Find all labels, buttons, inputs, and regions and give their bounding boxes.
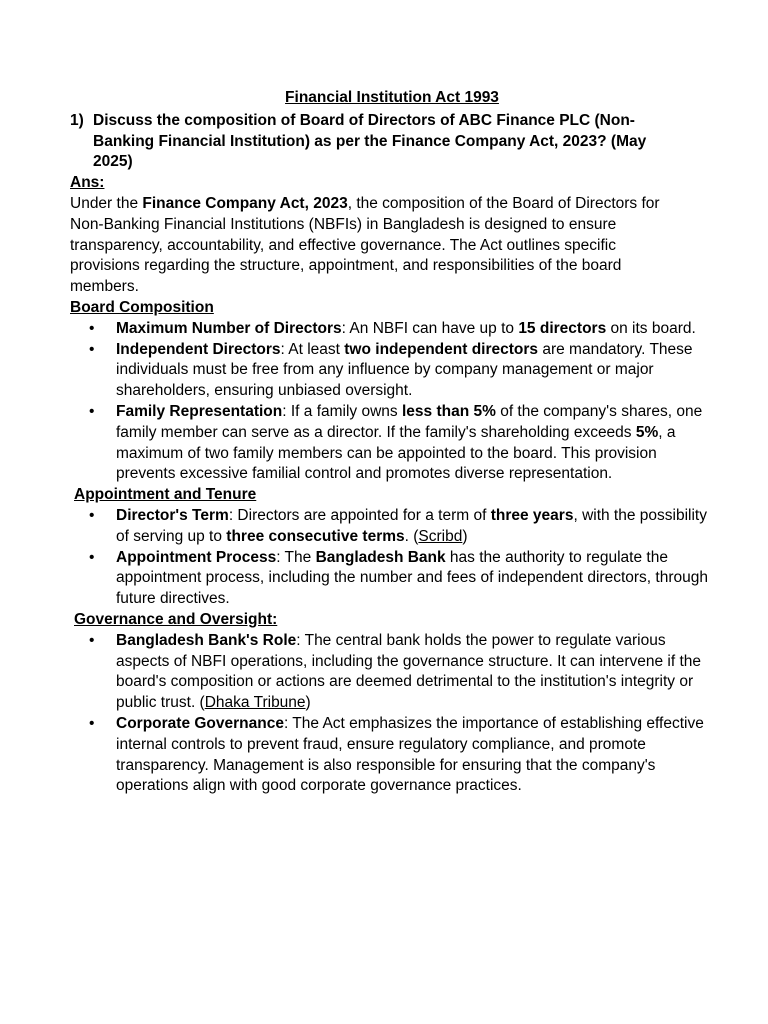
item-bold: two independent directors [344,340,539,358]
item-term: Independent Directors [116,340,281,358]
item-text: : At least [280,340,345,358]
dhaka-tribune-link[interactable]: Dhaka Tribune [204,694,306,712]
list-item [70,631,710,714]
scribd-link[interactable]: Scribd [418,527,463,545]
appointment-list [70,506,710,610]
bullet-icon: • [89,631,95,649]
bullet-icon: • [89,319,95,337]
item-text: on its board. [606,319,696,337]
list-item [70,402,710,485]
question-1 [70,111,710,173]
intro-act-name: Finance Company Act, 2023 [142,194,348,212]
item-text: , with the possibility of serving up to [116,506,707,545]
item-bold: 15 directors [518,319,607,337]
section-heading-governance: Governance and Oversight: [74,610,278,628]
item-term: Director's Term [116,506,229,524]
bullet-icon: • [89,714,95,732]
intro-paragraph [70,194,710,298]
document-body [70,88,710,797]
intro-text-2: , the composition of the Board of Directors for Non-Banking Financial Institutions (NBFIs) in Bangladesh is designed to ensure transparency, accountability, and effective governance. The Act outlines specific provisions regarding the structure, appointment, and responsibilities of the board members. [70,194,660,296]
bullet-icon: • [89,506,95,524]
question-text: Discuss the composition of Board of Directors of ABC Finance PLC (Non-Banking Financial Institution) as per the Finance Company Act, 2023? (May 2025) [93,111,647,171]
item-bold: three consecutive terms [226,527,405,545]
item-text: ) [462,527,468,545]
item-text: : Directors are appointed for a term of [228,506,491,524]
bullet-icon: • [89,340,95,358]
board-list [70,319,710,485]
list-item [70,340,710,402]
item-text: : The Act emphasizes the importance of establishing effective internal controls to prevent fraud, ensure regulatory compliance, and promote transparency. Management is also responsible for ensuring that the company's operations align with good corporate governance practices. [116,714,704,795]
item-text: has the authority to regulate the appointment process, including the number and fees of independent directors, through future directives. [116,548,708,608]
item-term: Bangladesh Bank's Role [116,631,297,649]
list-item [70,548,710,610]
item-bold: three years [490,506,574,524]
list-item [70,319,710,340]
item-bold: Bangladesh Bank [315,548,446,566]
answer-label: Ans: [70,174,105,192]
item-text: : If a family owns [282,402,402,420]
list-item [70,506,710,548]
bullet-icon: • [89,548,95,566]
item-bold: less than 5% [401,402,496,420]
question-number: 1) [70,111,84,129]
item-term: Maximum Number of Directors [116,319,342,337]
list-item [70,714,710,797]
item-text: : The [276,548,316,566]
item-text: . ( [404,527,419,545]
item-text: ) [305,694,311,712]
document-title: Financial Institution Act 1993 [285,89,499,106]
section-heading-appointment: Appointment and Tenure [74,486,257,504]
item-term: Corporate Governance [116,714,284,732]
item-text: are mandatory. These individuals must be free from any influence by company management or major shareholders, ensuring unbiased oversight. [116,340,693,400]
intro-text-1: Under the [70,194,143,212]
section-heading-board: Board Composition [70,298,214,316]
item-text: of the company's shares, one family member can serve as a director. If the family's shareholding exceeds [116,402,703,441]
bullet-icon: • [89,402,95,420]
item-bold: 5% [635,423,659,441]
governance-list [70,631,710,797]
item-text: , a maximum of two family members can be appointed to the board. This provision prevents excessive familial control and promotes diverse representation. [116,423,676,483]
item-text: : An NBFI can have up to [341,319,519,337]
item-term: Family Representation [116,402,283,420]
item-term: Appointment Process [116,548,277,566]
item-text: : The central bank holds the power to regulate various aspects of NBFI operations, including the governance structure. It can intervene if the board's composition or actions are deemed detrimental to the institution's integrity or public trust. ( [116,631,702,712]
